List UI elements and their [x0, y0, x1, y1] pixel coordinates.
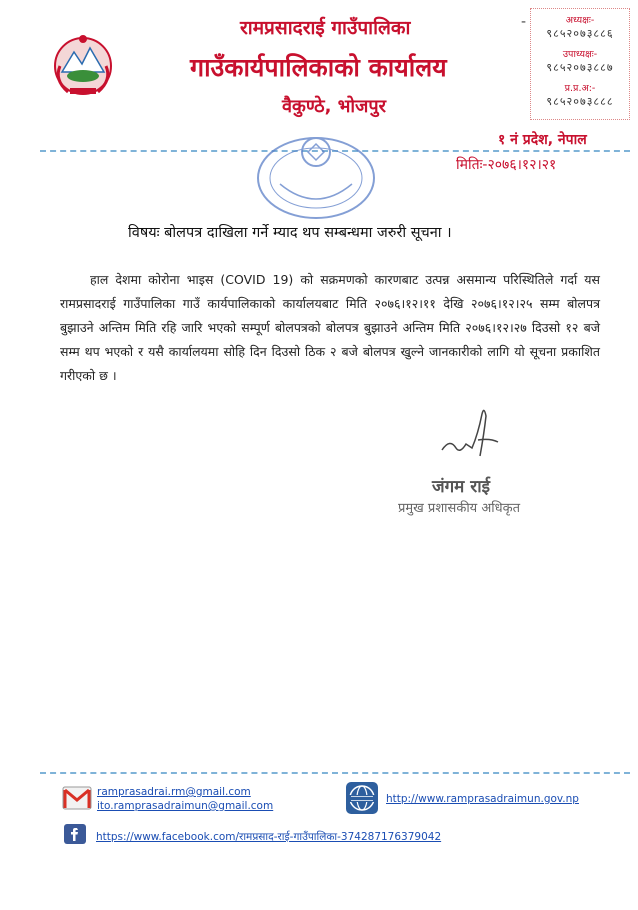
gmail-icon — [62, 783, 92, 813]
globe-icon — [345, 781, 379, 815]
contact-label-vice-chair: उपाध्यक्षः- — [562, 49, 598, 60]
nepal-emblem-icon — [50, 30, 116, 100]
province-label: १ नं प्रदेश, नेपाल — [498, 132, 587, 148]
municipality-name: रामप्रसादराई गाउँपालिका — [240, 17, 411, 39]
signature-icon — [438, 404, 508, 474]
email-link-rm[interactable]: ramprasadrai.rm@gmail.com — [97, 786, 251, 798]
office-stamp-icon — [252, 126, 380, 224]
website-link[interactable]: http://www.ramprasadraimun.gov.np — [386, 793, 579, 805]
contact-number-vice-chair: ९८५२०७३८८७ — [546, 61, 614, 74]
footer-divider — [40, 772, 630, 774]
contact-number-chair: ९८५२०७३८८६ — [546, 27, 614, 40]
email-link-ito[interactable]: ito.ramprasadraimun@gmail.com — [97, 800, 274, 812]
signer-title: प्रमुख प्रशासकीय अधिकृत — [398, 501, 521, 516]
letter-subject: विषयः बोलपत्र दाखिला गर्ने म्याद थप सम्बन्धमा जरुरी सूचना । — [128, 225, 452, 241]
contact-label-chair: अध्यक्षः- — [565, 15, 595, 26]
office-name: गाउँकार्यपालिकाको कार्यालय — [190, 53, 447, 82]
contact-number-cao: ९८५२०७३८८८ — [546, 95, 614, 108]
facebook-link[interactable]: https://www.facebook.com/रामप्रसाद-राई-गाउँपालिका-374287176379042 — [96, 831, 442, 843]
letter-body-text: हाल देशमा कोरोना भाइस (COVID 19) को सक्रमणको कारणबाट उत्पन्न असमान्य परिस्थितिले गर्दा यस रामप्रसादराई गाउँपालिका गाउँ कार्यपालिकाको कार्यालयबाट मिति २०७६।१२।११ देखि २०७६।१२।२५ सम्म बोलपत्र बुझाउने अन्तिम मिति रहि जारि भएको सम्पूर्ण बोलपत्रको बोलपत्र बुझाउने अन्तिम मिति २०७६।१२।२७ दिउसो १२ बजे सम्म थप भएको र यसै कार्यालयमा सोहि दिन दिउसो ठिक २ बजे बोलपत्र खुल्ने जानकारीको लागि यो सूचना प्रकाशित गरीएको छ । — [60, 272, 600, 383]
letter-date: मितिः-२०७६।१२।२१ — [456, 157, 557, 173]
letter-body — [60, 268, 600, 388]
dash-mark: - — [521, 14, 527, 30]
contact-label-cao: प्र.प्र.अ:- — [564, 83, 596, 94]
office-address: वैकुण्ठे, भोजपुर — [282, 96, 387, 117]
contact-numbers-box — [530, 8, 630, 120]
facebook-icon — [64, 824, 86, 844]
signer-name: जंगम राई — [432, 477, 490, 497]
